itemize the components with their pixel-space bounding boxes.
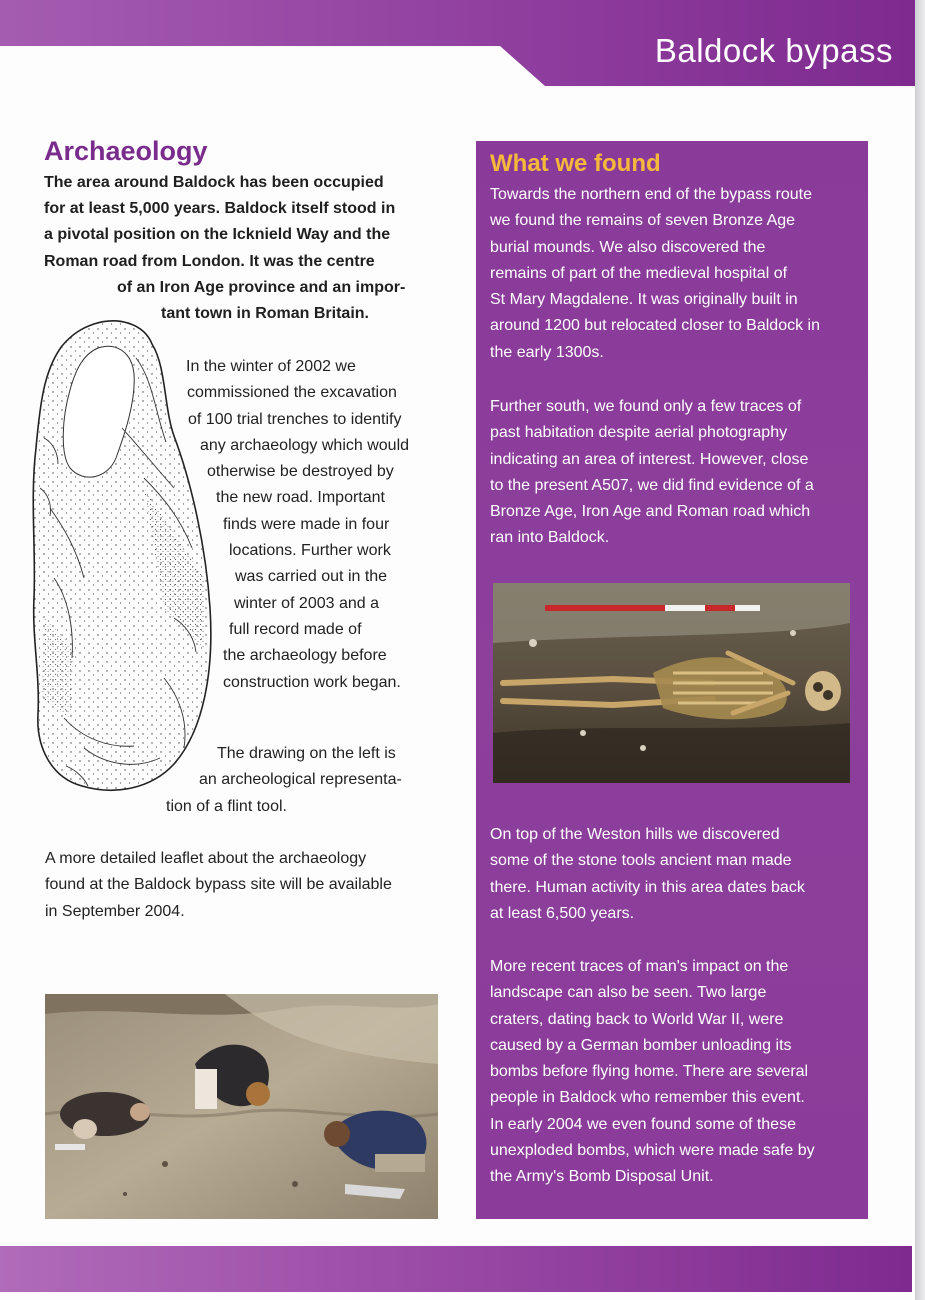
paragraph-line: burial mounds. We also discovered the — [490, 238, 766, 256]
excavation-photo — [45, 994, 438, 1219]
paragraph-line: landscape can also be seen. Two large — [490, 984, 767, 1002]
what-we-found-heading: What we found — [490, 150, 661, 177]
paragraph-line: The drawing on the left is — [217, 745, 396, 762]
intro-line: of an Iron Age province and an impor- — [117, 278, 406, 296]
intro-line: for at least 5,000 years. Baldock itself stood in — [44, 200, 396, 218]
paragraph-line: people in Baldock who remember this event. — [490, 1089, 805, 1107]
paragraph-line: any archaeology which would — [200, 436, 410, 454]
intro-line: a pivotal position on the Icknield Way and the — [44, 226, 391, 244]
paragraph-line: full record made of — [229, 620, 362, 638]
paragraph-line: Towards the northern end of the bypass route — [490, 186, 812, 203]
excavation-paragraph — [186, 354, 446, 696]
paragraph-line: around 1200 but relocated closer to Baldock in — [490, 317, 820, 335]
paragraph-line: A more detailed leaflet about the archaeology — [45, 850, 367, 867]
found-paragraph-4 — [490, 954, 860, 1191]
intro-line: tant town in Roman Britain. — [161, 305, 369, 323]
paragraph-line: Further south, we found only a few traces of — [490, 398, 802, 415]
archaeology-heading: Archaeology — [44, 136, 208, 166]
paragraph-line: St Mary Magdalene. It was originally built in — [490, 291, 798, 309]
paragraph-line: bombs before flying home. There are several — [490, 1063, 809, 1081]
paragraph-line: to the present A507, we did find evidence of a — [490, 476, 814, 494]
paragraph-line: On top of the Weston hills we discovered — [490, 826, 780, 843]
paragraph-line: in September 2004. — [45, 902, 185, 920]
paragraph-line: there. Human activity in this area dates back — [490, 878, 805, 896]
paragraph-line: the early 1300s. — [490, 343, 604, 361]
paragraph-line: otherwise be destroyed by — [207, 463, 394, 481]
paragraph-line: the archaeology before — [223, 647, 387, 665]
intro-line: The area around Baldock has been occupied — [44, 174, 384, 191]
footer-band — [0, 1246, 912, 1292]
paragraph-line: the Army's Bomb Disposal Unit. — [490, 1168, 714, 1186]
found-paragraph-2 — [490, 394, 860, 552]
paragraph-line: unexploded bombs, which were made safe by — [490, 1142, 815, 1160]
found-paragraph-3 — [490, 822, 860, 927]
page-title: Baldock bypass — [654, 32, 893, 69]
paragraph-line: found at the Baldock bypass site will be available — [45, 876, 392, 894]
paragraph-line: finds were made in four — [223, 515, 390, 533]
intro-line: Roman road from London. It was the centre — [44, 252, 375, 270]
paragraph-line: the new road. Important — [216, 489, 385, 507]
paragraph-line: In the winter of 2002 we — [186, 358, 356, 375]
paragraph-line: we found the remains of seven Bronze Age — [490, 212, 796, 230]
paragraph-line: locations. Further work — [229, 542, 391, 560]
paragraph-line: indicating an area of interest. However, close — [490, 450, 809, 468]
page-edge — [915, 0, 925, 1300]
paragraph-line: at least 6,500 years. — [490, 904, 635, 922]
paragraph-line: In early 2004 we even found some of these — [490, 1115, 796, 1133]
paragraph-line: Bronze Age, Iron Age and Roman road which — [490, 503, 811, 521]
archaeology-intro — [44, 170, 444, 327]
paragraph-line: winter of 2003 and a — [234, 594, 379, 612]
paragraph-line: caused by a German bomber unloading its — [490, 1036, 792, 1054]
paragraph-line: tion of a flint tool. — [166, 797, 287, 815]
paragraph-line: craters, dating back to World War II, were — [490, 1010, 784, 1028]
paragraph-line: was carried out in the — [235, 568, 388, 586]
paragraph-line: ran into Baldock. — [490, 529, 610, 547]
paragraph-line: commissioned the excavation — [187, 384, 397, 402]
drawing-caption — [165, 741, 435, 820]
found-paragraph-1 — [490, 182, 860, 366]
skeleton-burial-photo — [493, 583, 850, 783]
paragraph-line: of 100 trial trenches to identify — [188, 410, 402, 428]
paragraph-line: some of the stone tools ancient man made — [490, 852, 792, 870]
paragraph-line: construction work began. — [223, 673, 401, 691]
leaflet-paragraph — [45, 846, 445, 925]
paragraph-line: past habitation despite aerial photography — [490, 424, 788, 442]
paragraph-line: remains of part of the medieval hospital of — [490, 264, 788, 282]
paragraph-line: More recent traces of man's impact on the — [490, 958, 789, 975]
paragraph-line: an archeological representa- — [199, 771, 402, 789]
